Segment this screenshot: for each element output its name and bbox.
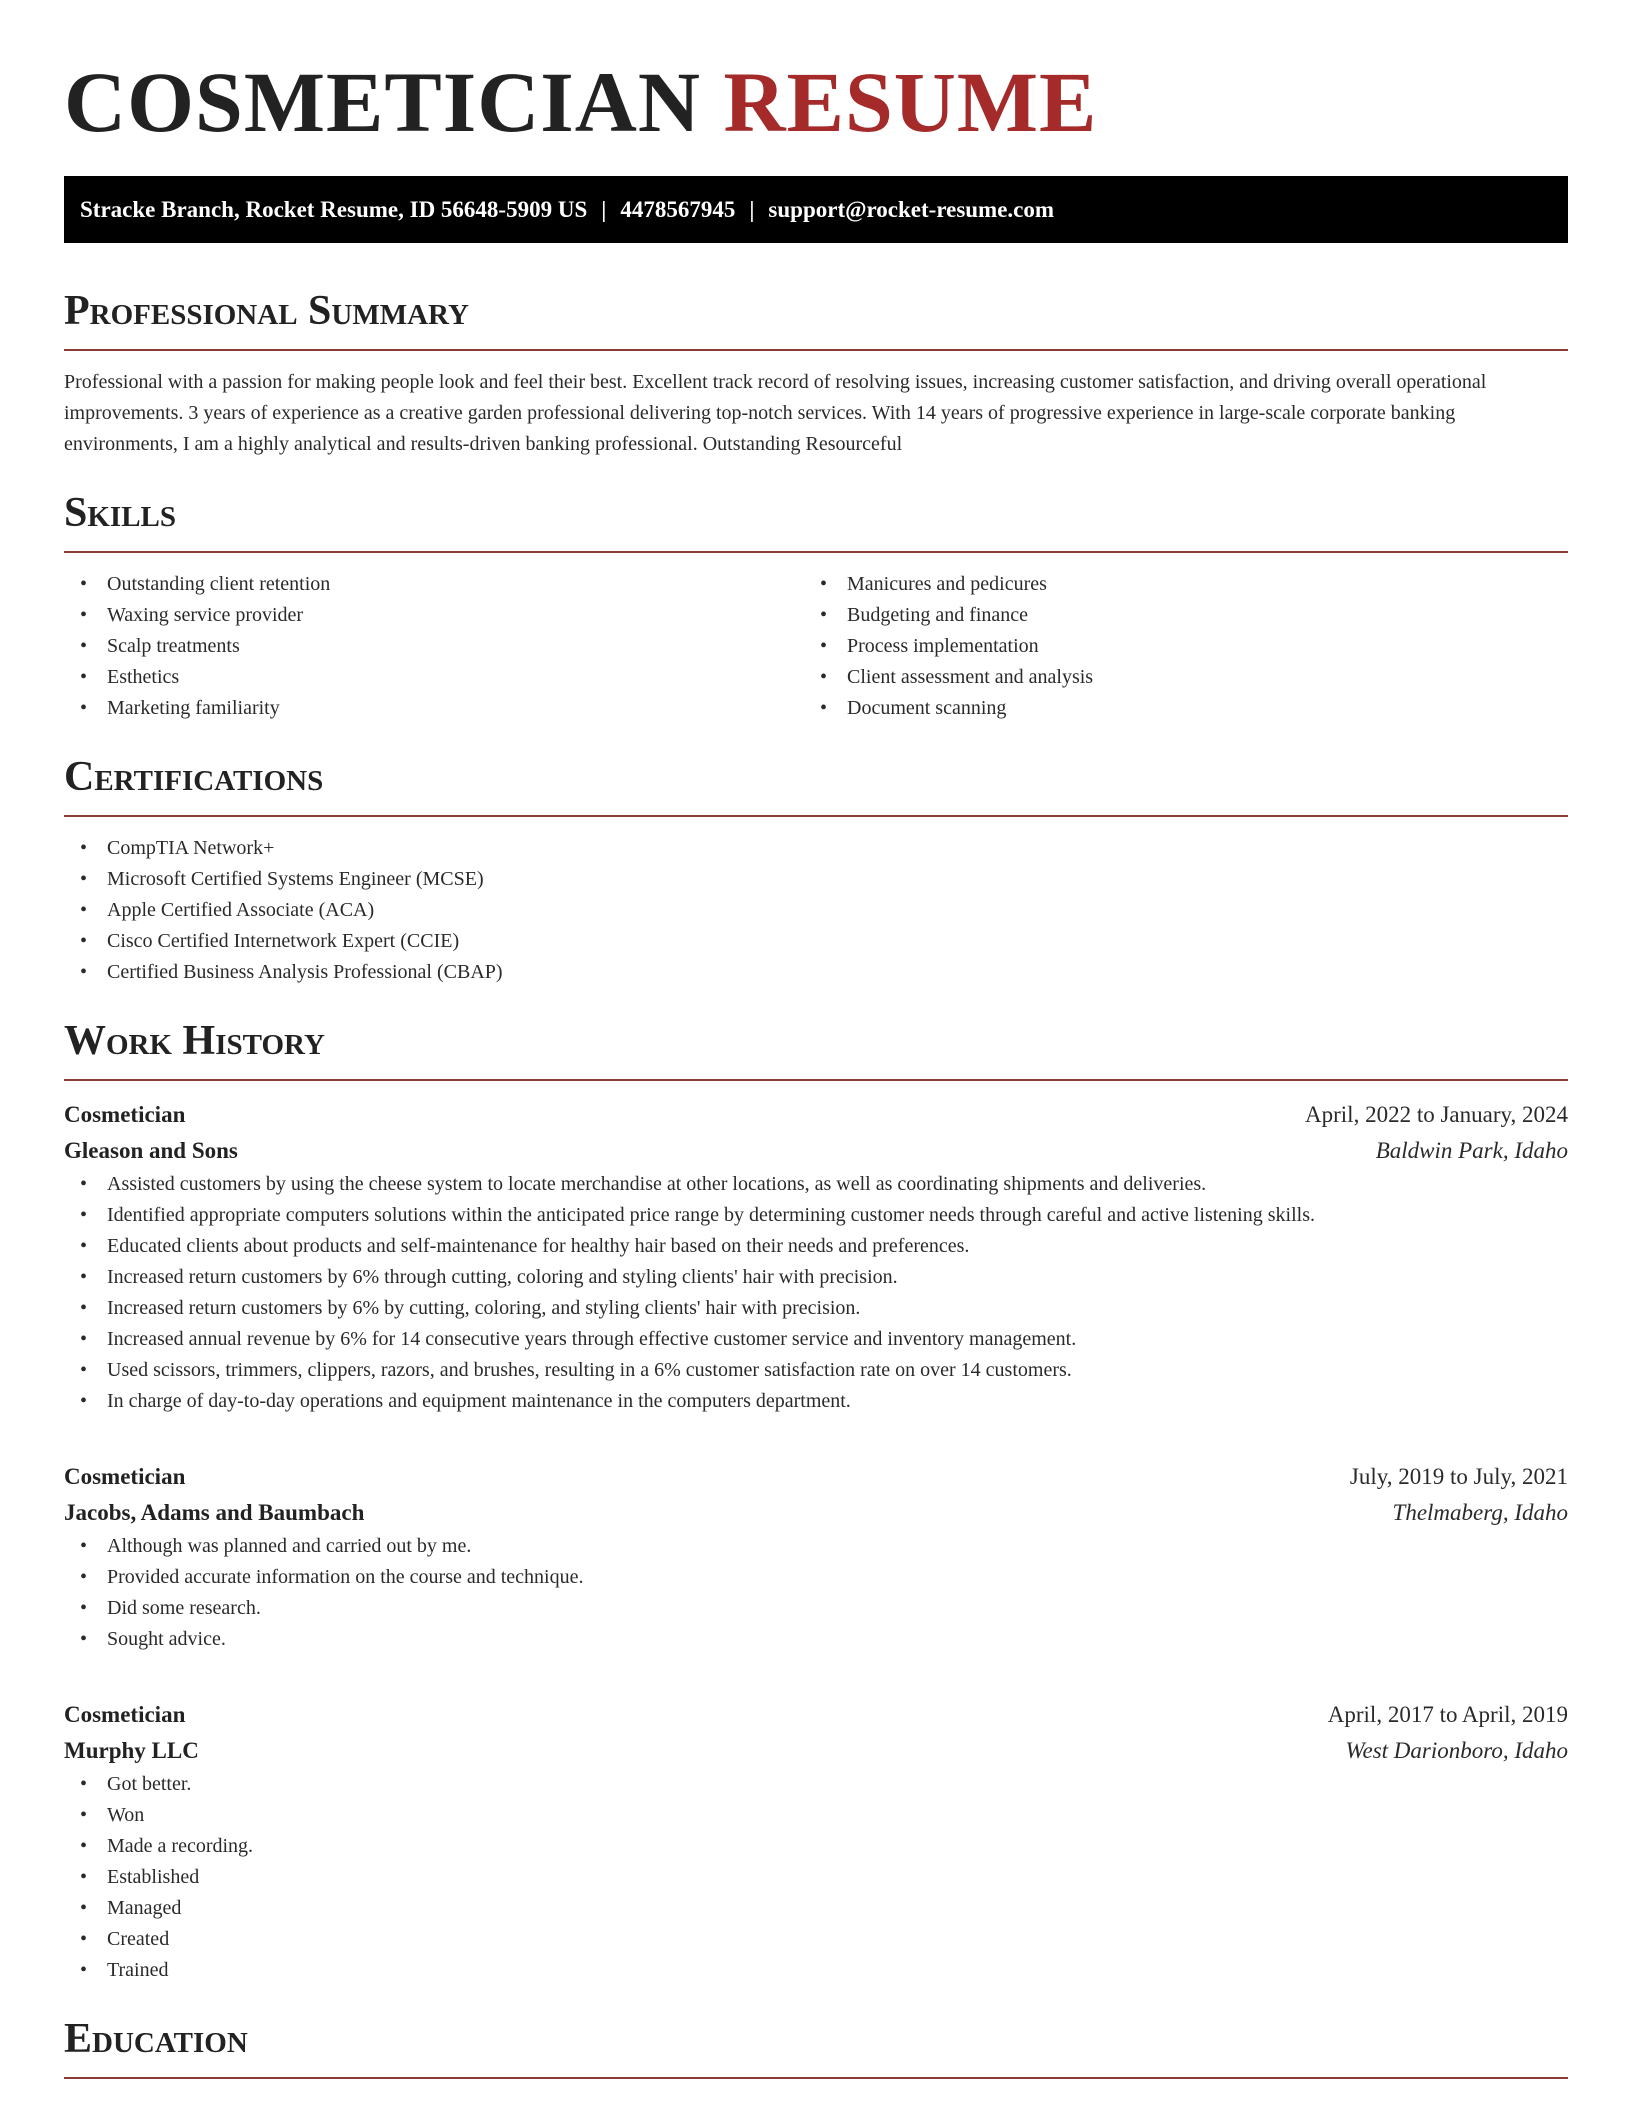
- job-entry: [64, 1459, 1568, 1655]
- job-bullets: [64, 1769, 1568, 1986]
- skills-list-left: [64, 569, 804, 724]
- job-bullet: • Increased return customers by 6% by cutting, coloring, and styling clients' hair with precision.: [107, 1293, 1568, 1324]
- skill-item: • Marketing familiarity: [107, 693, 804, 724]
- job-bullet: • Used scissors, trimmers, clippers, razors, and brushes, resulting in a 6% customer satisfaction rate on over 14 customers.: [107, 1355, 1568, 1386]
- contact-separator: |: [749, 197, 755, 222]
- job-bullet: • Educated clients about products and self-maintenance for healthy hair based on their needs and preferences.: [107, 1231, 1568, 1262]
- certifications-list: [64, 833, 1568, 988]
- certification-item: • Cisco Certified Internetwork Expert (CCIE): [107, 926, 1568, 957]
- skill-item: • Outstanding client retention: [107, 569, 804, 600]
- contact-address: Stracke Branch, Rocket Resume, ID 56648-5909 US: [80, 197, 588, 222]
- skills-column-right: [804, 569, 1544, 724]
- certification-item: • Certified Business Analysis Professional (CBAP): [107, 957, 1568, 988]
- work-history-section: [64, 1015, 1568, 1986]
- job-company: Jacobs, Adams and Baumbach: [64, 1500, 365, 1525]
- job-dates: April, 2022 to January, 2024: [1305, 1102, 1568, 1127]
- skills-columns: [64, 569, 1568, 724]
- job-bullet: • Won: [107, 1800, 1568, 1831]
- job-bullets: [64, 1531, 1568, 1655]
- job-company-row: [64, 1495, 1568, 1531]
- skill-item: • Manicures and pedicures: [847, 569, 1544, 600]
- resume-page: [64, 0, 1568, 2079]
- job-company-row: [64, 1733, 1568, 1769]
- job-bullets: [64, 1169, 1568, 1417]
- certification-item: • Apple Certified Associate (ACA): [107, 895, 1568, 926]
- job-bullet: • In charge of day-to-day operations and equipment maintenance in the computers department.: [107, 1386, 1568, 1417]
- skills-heading: Skills: [64, 490, 177, 536]
- job-bullet: • Identified appropriate computers solutions within the anticipated price range by determining customer needs through careful and active listening skills.: [107, 1200, 1568, 1231]
- job-role: Cosmetician: [64, 1702, 186, 1727]
- job-bullet: • Made a recording.: [107, 1831, 1568, 1862]
- job-location: Thelmaberg, Idaho: [1392, 1500, 1568, 1525]
- skill-item: • Process implementation: [847, 631, 1544, 662]
- job-bullet: • Got better.: [107, 1769, 1568, 1800]
- contact-email[interactable]: support@rocket-resume.com: [768, 197, 1055, 222]
- skill-item: • Client assessment and analysis: [847, 662, 1544, 693]
- job-bullet: • Assisted customers by using the cheese system to locate merchandise at other locations, as well as coordinating shipments and deliveries.: [107, 1169, 1568, 1200]
- job-header-row: [64, 1697, 1568, 1733]
- job-header-row: [64, 1097, 1568, 1133]
- summary-text: Professional with a passion for making people look and feel their best. Excellent track record of resolving issues, increasing customer satisfaction, and driving overall operational improvements. 3 years of experience as a creative garden professional delivering top-notch services. With 14 years of progressive experience in large-scale corporate banking environments, I am a highly analytical and results-driven banking professional. Outstanding Resourceful: [64, 371, 1487, 455]
- work-history-heading: Work History: [64, 1018, 325, 1064]
- job-company: Gleason and Sons: [64, 1138, 238, 1163]
- job-role: Cosmetician: [64, 1102, 186, 1127]
- job-bullet: • Did some research.: [107, 1593, 1568, 1624]
- education-section: [64, 2013, 1568, 2079]
- summary-heading: Professional Summary: [64, 288, 469, 334]
- contact-separator: |: [601, 197, 607, 222]
- job-bullet: • Provided accurate information on the course and technique.: [107, 1562, 1568, 1593]
- skill-item: • Scalp treatments: [107, 631, 804, 662]
- skill-item: • Budgeting and finance: [847, 600, 1544, 631]
- section-divider: [64, 815, 1568, 817]
- contact-bar: [64, 176, 1568, 243]
- section-divider: [64, 2077, 1568, 2079]
- resume-title: [64, 0, 1568, 152]
- job-bullet: • Increased annual revenue by 6% for 14 consecutive years through effective customer service and inventory management.: [107, 1324, 1568, 1355]
- skills-list-right: [804, 569, 1544, 724]
- job-role: Cosmetician: [64, 1464, 186, 1489]
- contact-phone[interactable]: 4478567945: [620, 197, 736, 222]
- skill-item: • Esthetics: [107, 662, 804, 693]
- title-accent: RESUME: [723, 54, 1098, 150]
- job-bullet: • Created: [107, 1924, 1568, 1955]
- job-header-row: [64, 1459, 1568, 1495]
- job-bullet: • Sought advice.: [107, 1624, 1568, 1655]
- job-location: Baldwin Park, Idaho: [1375, 1138, 1568, 1163]
- skills-column-left: [64, 569, 804, 724]
- job-bullet: • Trained: [107, 1955, 1568, 1986]
- job-entry: [64, 1697, 1568, 1986]
- job-entry: [64, 1097, 1568, 1417]
- section-divider: [64, 1079, 1568, 1081]
- job-dates: April, 2017 to April, 2019: [1327, 1702, 1568, 1727]
- skill-item: • Document scanning: [847, 693, 1544, 724]
- skill-item: • Waxing service provider: [107, 600, 804, 631]
- certification-item: • CompTIA Network+: [107, 833, 1568, 864]
- job-bullet: • Increased return customers by 6% through cutting, coloring and styling clients' hair with precision.: [107, 1262, 1568, 1293]
- job-company: Murphy LLC: [64, 1738, 199, 1763]
- job-bullet: • Established: [107, 1862, 1568, 1893]
- education-heading: Education: [64, 2016, 248, 2062]
- summary-section: [64, 285, 1568, 460]
- job-dates: July, 2019 to July, 2021: [1349, 1464, 1568, 1489]
- job-location: West Darionboro, Idaho: [1345, 1738, 1568, 1763]
- section-divider: [64, 349, 1568, 351]
- section-divider: [64, 551, 1568, 553]
- certification-item: • Microsoft Certified Systems Engineer (MCSE): [107, 864, 1568, 895]
- job-bullet: • Although was planned and carried out by me.: [107, 1531, 1568, 1562]
- job-company-row: [64, 1133, 1568, 1169]
- certifications-heading: Certifications: [64, 754, 324, 800]
- skills-section: [64, 487, 1568, 724]
- title-main: COSMETICIAN: [64, 54, 701, 150]
- certifications-section: [64, 751, 1568, 988]
- job-bullet: • Managed: [107, 1893, 1568, 1924]
